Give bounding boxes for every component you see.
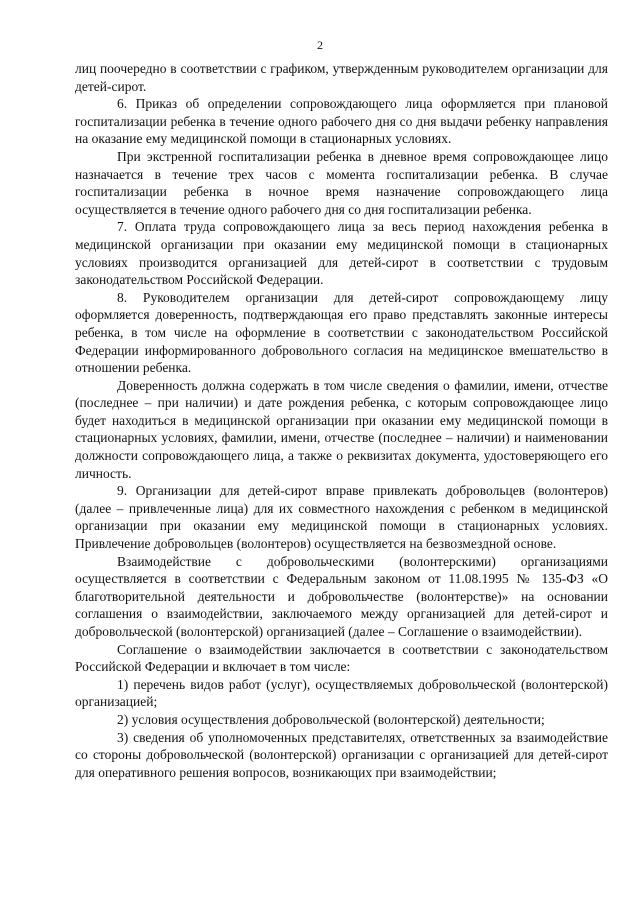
paragraph-item-7: 7. Оплата труда сопровождающего лица за весь период нахождения ребенка в медицинской организации при оказании ему медицинской помощи в стационарных условиях производится организацией для детей-сирот в соответствии с трудовым законодательством Российской Федерации. <box>75 219 608 288</box>
paragraph-agreement: Соглашение о взаимодействии заключается в соответствии с законодательством Российской Федерации и включает в том числе: <box>75 641 608 675</box>
document-body <box>75 60 608 781</box>
page-number: 2 <box>317 38 323 52</box>
paragraph-interaction: Взаимодействие с добровольческими (волонтерскими) организациями осуществляется в соответствии с Федеральным законом от 11.08.1995 № 135-ФЗ «О благотворительной деятельности и добровольчестве (волонтерстве)» на основании соглашения о взаимодействии, заключаемого между организацией для детей-сирот и добровольческой (волонтерской) организацией (далее – Соглашение о взаимодействии). <box>75 553 608 639</box>
paragraph-item-8: 8. Руководителем организации для детей-сирот сопровождающему лицу оформляется доверенность, подтверждающая его право представлять законные интересы ребенка, в том числе на оформление в соответствии с законодательством Российской Федерации информированного добровольного согласия на медицинское вмешательство в отношении ребенка. <box>75 289 608 376</box>
list-item-1: 1) перечень видов работ (услуг), осуществляемых добровольческой (волонтерской) организацией; <box>75 676 608 710</box>
paragraph-item-9: 9. Организации для детей-сирот вправе привлекать добровольцев (волонтеров) (далее – привлеченные лица) для их совместного нахождения с ребенком в медицинской организации при оказании ему медицинской помощи в стационарных условиях. Привлечение добровольцев (волонтеров) осуществляется на безвозмездной основе. <box>75 483 608 552</box>
paragraph-item-6: 6. Приказ об определении сопровождающего лица оформляется при плановой госпитализации ребенка в течение одного рабочего дня со дня выдачи ребенку направления на оказание ему медицинской помощи в стационарных условиях. <box>75 96 608 147</box>
list-item-2: 2) условия осуществления добровольческой (волонтерской) деятельности; <box>117 711 545 727</box>
paragraph-continuation: лиц поочередно в соответствии с графиком, утвержденным руководителем организации для детей-сирот. <box>75 61 608 94</box>
paragraph-emergency-hospitalization: При экстренной госпитализации ребенка в дневное время сопровождающее лицо назначается в течение трех часов с момента госпитализации ребенка. В случае госпитализации ребенка в ночное время назначение сопровождающего лица осуществляется в течение одного рабочего дня со дня госпитализации ребенка. <box>75 148 608 217</box>
list-item-3: 3) сведения об уполномоченных представителях, ответственных за взаимодействие со стороны добровольческой (волонтерской) организации с организацией для детей-сирот для оперативного решения вопросов, возникающих при взаимодействии; <box>75 729 608 780</box>
paragraph-power-of-attorney: Доверенность должна содержать в том числе сведения о фамилии, имени, отчестве (последнее – при наличии) и дате рождения ребенка, с которым сопровождающее лицо будет находиться в медицинской организации при оказании ему медицинской помощи в стационарных условиях, фамилии, имени, отчестве (последнее – наличии) и наименовании должности сопровождающего лица, а также о реквизитах документа, удостоверяющего его личность. <box>75 377 608 481</box>
